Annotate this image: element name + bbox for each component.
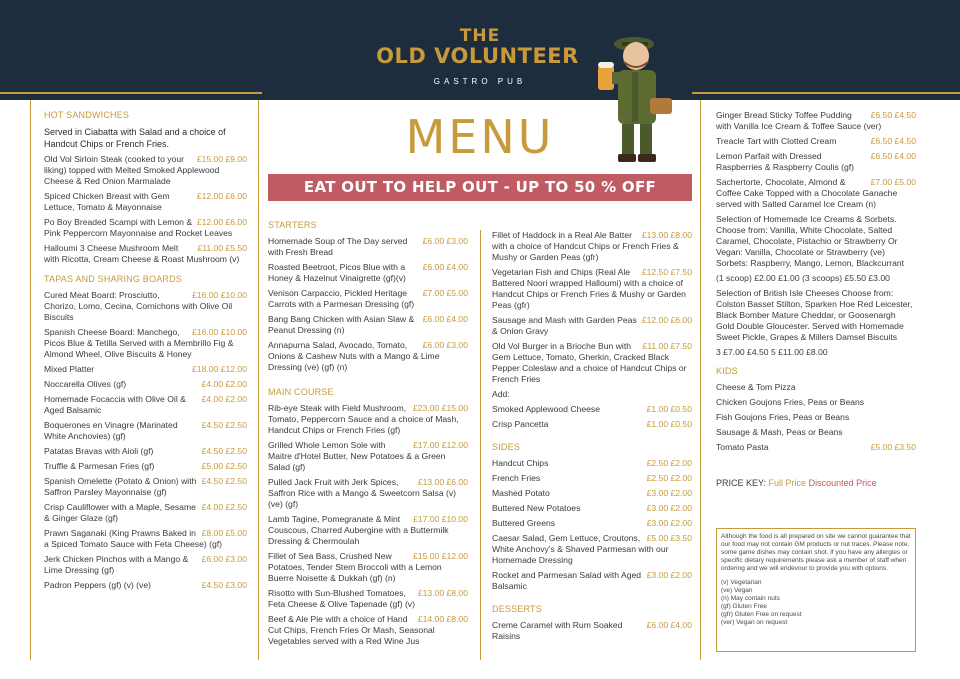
menu-item [492,230,692,263]
menu-item [716,397,916,408]
item-prices: £18.00 £12.00 [192,364,247,374]
menu-item [44,191,247,213]
item-prices: £4.50 £2.50 [201,446,247,456]
item-prices: £15.00 £12.00 [413,551,468,561]
menu-item [492,458,692,469]
item-name: Chicken Goujons Fries, Peas or Beans [716,397,865,407]
menu-item [268,514,468,547]
menu-item [44,528,247,550]
price-key [716,478,877,488]
menu-item [716,442,916,453]
item-prices: £1.00 £0.50 [646,404,692,414]
menu-item [44,364,247,375]
item-prices: £3.00 £2.00 [646,570,692,580]
item-prices: £5.00 £3.50 [646,533,692,543]
item-prices: £3.00 £2.00 [646,503,692,513]
item-prices: £4.50 £2.50 [201,420,247,430]
item-name: 3 £7.00 £4.50 5 £11.00 £8.00 [716,347,828,357]
item-name: Creme Caramel with Rum Soaked Raisins [492,620,623,641]
item-prices: £12.00 £6.00 [641,315,692,325]
item-name: Selection of Homemade Ice Creams & Sorbets. Choose from: Vanilla, White Chocolate, Salted Caramel, Chocolate, Pistachio or Strawberry Or Vegan: Vanilla, Chocolate or Strawberry (ve) Sorbets: Raspberry, Mango, Lemon, Blackcurrant [716,214,905,268]
menu-item [492,404,692,415]
item-prices: £4.00 £2.50 [201,502,247,512]
section-title-hot-sandwiches: HOT SANDWICHES [44,110,130,120]
item-prices: £8.00 £5.00 [201,528,247,538]
menu-title: MENU [405,110,555,164]
item-name: Po Boy Breaded Scampi with Lemon & Pink Peppercorn Mayonnaise and Rocket Leaves [44,217,233,238]
gold-rule-right [692,92,960,94]
item-prices: £12.00 £6.00 [196,191,247,201]
column-2 [268,220,468,651]
item-name: Noccarella Olives (gf) [44,379,127,389]
menu-item [268,477,468,510]
menu-item [268,440,468,473]
item-name: Crisp Cauliflower with a Maple, Sesame & Ginger Glaze (gf) [44,502,196,523]
dietary-code: (n) May contain nuts [721,595,780,602]
item-name: Mashed Potato [492,488,550,498]
item-name: Cured Meat Board: Prosciutto, Chorizo, Lomo, Cecina, Cornichons with Olive Oil Biscuits [44,290,233,322]
menu-item [716,288,916,343]
item-name: Lamb Tagine, Pomegranate & Mint Couscous, Charred Aubergine with a Buttermilk Dressing & Chermoulah [268,514,449,546]
item-prices: £17.00 £10.00 [413,514,468,524]
item-prices: £16.00 £10.00 [192,327,247,337]
menu-item [716,110,916,132]
item-name: Venison Carpaccio, Pickled Heritage Carrots with a Parmesan Dressing (gf) [268,288,415,309]
gold-rule-left [0,92,262,94]
menu-item [492,570,692,592]
item-name: Caesar Salad, Gem Lettuce, Croutons, White Anchovy's & Shaved Parmesan with our Homemade Dressing [492,533,669,565]
item-name: Sachertorte, Chocolate, Almond & Coffee Cake Topped with a Chocolate Ganache served with Salted Caramel Ice Cream (n) [716,177,898,209]
item-name: Old Vol Sirloin Steak (cooked to your liking) topped with Melted Smoked Applewood Cheese & Red Onion Marmalade [44,154,220,186]
menu-item [44,580,247,591]
item-name: Fillet of Haddock in a Real Ale Batter with a choice of Handcut Chips or French Fries & Mushy or Garden Peas (gfr) [492,230,679,262]
item-name: Rib-eye Steak with Field Mushroom, Tomato, Peppercorn Sauce and a choice of Mash, Handcut Chips or French Fries (gf) [268,403,459,435]
item-prices: £2.50 £2.00 [646,458,692,468]
item-prices: £5.00 £2.50 [201,461,247,471]
brand-the: THE [459,26,501,46]
dietary-code: (gf) Gluten Free [721,603,767,610]
menu-item [492,315,692,337]
add-label: Add: [492,389,510,399]
item-prices: £6.00 £3.00 [422,340,468,350]
item-prices: £1.00 £0.50 [646,419,692,429]
item-prices: £11.00 £5.50 [197,243,247,253]
item-name: Annapurna Salad, Avocado, Tomato, Onions & Cashew Nuts with a Mango & Lime Dressing (ve) (gf) (n) [268,340,440,372]
promo-banner: EAT OUT TO HELP OUT - UP TO 50 % OFF [268,174,692,201]
price-key-discounted: Discounted Price [808,478,877,488]
menu-item [492,419,692,430]
menu-item [492,267,692,311]
item-prices: £12.50 £7.50 [641,267,692,277]
item-prices: £6.50 £4.50 [870,110,916,120]
item-name: Rocket and Parmesan Salad with Aged Balsamic [492,570,642,591]
menu-item [44,394,247,416]
item-prices: £13.00 £8.00 [641,230,692,240]
menu-item [492,518,692,529]
allergy-notice [716,528,916,652]
menu-item [716,151,916,173]
column-4 [716,110,916,457]
item-prices: £2.50 £2.00 [646,473,692,483]
section-title-desserts: DESSERTS [492,604,542,614]
item-name: Treacle Tart with Clotted Cream [716,136,837,146]
section-title-main-course: MAIN COURSE [268,387,334,397]
item-name: Fish Goujons Fries, Peas or Beans [716,412,850,422]
item-prices: £13.00 £6.00 [417,477,468,487]
item-prices: £16.00 £10.00 [192,290,247,300]
menu-item [44,461,247,472]
item-prices: £12.00 £6.00 [196,217,247,227]
item-name: Bang Bang Chicken with Asian Slaw & Peanut Dressing (n) [268,314,415,335]
item-name: Truffle & Parmesan Fries (gf) [44,461,155,471]
menu-item [268,236,468,258]
item-name: Roasted Beetroot, Picos Blue with a Honey & Hazelnut Vinaigrette (gf)(v) [268,262,406,283]
menu-item [716,214,916,269]
menu-item [44,217,247,239]
menu-item [44,327,247,360]
item-name: Halloumi 3 Cheese Mushroom Melt with Ricotta, Cream Cheese & Roast Mushroom (v) [44,243,240,264]
item-name: Buttered Greens [492,518,556,528]
item-name: Homemade Soup of The Day served with Fresh Bread [268,236,408,257]
menu-item [492,503,692,514]
frame-left-inner [258,100,259,660]
item-prices: £4.00 £2.00 [201,379,247,389]
menu-item [716,382,916,393]
item-prices: £6.00 £4.00 [422,262,468,272]
menu-item [44,476,247,498]
item-prices: £15.00 £9.00 [196,154,247,164]
item-name: Crisp Pancetta [492,419,549,429]
item-name: Mixed Platter [44,364,95,374]
item-prices: £7.00 £5.00 [422,288,468,298]
dietary-codes [721,579,911,627]
item-prices: £3.00 £2.00 [646,518,692,528]
item-name: Fillet of Sea Bass, Crushed New Potatoes, Tender Stem Broccoli with a Lemon Buerre Noisette & Dukkah (gf) (n) [268,551,442,583]
menu-item [268,588,468,610]
menu-item [44,554,247,576]
item-prices: £4.50 £2.50 [201,476,247,486]
column-1 [44,110,247,595]
dietary-code: (v) Vegetarian [721,579,762,586]
menu-item [492,620,692,642]
item-name: Beef & Ale Pie with a choice of Hand Cut Chips, French Fries Or Mash, Seasonal Vegetables served with a Red Wine Jus [268,614,435,646]
item-name: French Fries [492,473,541,483]
item-prices: £7.00 £5.00 [870,177,916,187]
menu-item [716,427,916,438]
item-name: Sausage & Mash, Peas or Beans [716,427,843,437]
item-prices: £3.00 £2.00 [646,488,692,498]
item-prices: £6.00 £4.00 [422,314,468,324]
menu-item [268,403,468,436]
item-name: Sausage and Mash with Garden Peas & Onion Gravy [492,315,637,336]
item-prices: £13.00 £8.00 [417,588,468,598]
brand-name: OLD VOLUNTEER [376,44,579,68]
item-name: Jerk Chicken Pinchos with a Mango & Lime Dressing (gf) [44,554,189,575]
item-prices: £11.00 £7.50 [642,341,692,351]
item-name: Old Vol Burger in a Brioche Bun with Gem Lettuce, Tomato, Gherkin, Cracked Black Pepper Coleslaw and a choice of Handcut Chips or French Fries [492,341,687,384]
item-name: Spiced Chicken Breast with Gem Lettuce, Tomato & Mayonnaise [44,191,170,212]
item-name: Homemade Focaccia with Olive Oil & Aged Balsamic [44,394,186,415]
item-prices: £6.00 £3.00 [201,554,247,564]
item-prices: £6.50 £4.50 [870,136,916,146]
menu-item [492,488,692,499]
item-name: Grilled Whole Lemon Sole with Maitre d'Hotel Butter, New Potatoes & a Green Salad (gf) [268,440,446,472]
item-prices: £6.00 £3.00 [422,236,468,246]
dietary-code: (gfr) Gluten Free on request [721,611,802,618]
menu-item [268,288,468,310]
item-name: (1 scoop) £2.00 £1.00 (3 scoops) £5.50 £3.00 [716,273,890,283]
item-name: Vegetarian Fish and Chips (Real Ale Battered Noori wrapped Halloumi) with a choice of Handcut Chips or French Fries & Mushy or Garden Peas (gfr) [492,267,686,310]
item-prices: £5.00 £3.50 [870,442,916,452]
section-title-sides: SIDES [492,442,521,452]
dietary-code: (ver) Vegan on request [721,619,788,626]
menu-item [268,340,468,373]
item-name: Spanish Cheese Board: Manchego, Picos Blue & Tetilla Served with a Membrillo Fig & Almond Wheel, Olive Biscuits & Honey [44,327,234,359]
menu-item [44,290,247,323]
menu-item [44,379,247,390]
frame-right [700,100,701,660]
column-divider [480,230,481,660]
allergy-text: Although the food is all prepared on site we cannot guarantee that our food may not contain GM products or nut traces. Please note, some game dishes may contain shot. If you have any allergies or specific dietary requirements please ask a member of staff when ordering and we will endevour to provide you with options. [721,533,911,572]
item-name: Patatas Bravas with Aioli (gf) [44,446,154,456]
item-prices: £6.50 £4.00 [870,151,916,161]
item-name: Pulled Jack Fruit with Jerk Spices, Saffron Rice with a Mango & Sweetcorn Salsa (v) (ve) (gf) [268,477,457,509]
menu-item [716,273,916,284]
item-name: Buttered New Potatoes [492,503,581,513]
menu-item [44,446,247,457]
menu-item [716,136,916,147]
brand-subtitle: GASTRO PUB [433,77,527,86]
item-name: Cheese & Tom Pizza [716,382,796,392]
item-name: Selection of British Isle Cheeses Choose from: Colston Basset Stilton, Sparken Hoe Red Leicester, Black Bomber Mature Cheddar, or Goosenargh Gold Double Gloucester. Served with Homemade Sweet Pickle, Grapes & Millers Damsel Biscuits [716,288,913,342]
price-key-full: Full Price [768,478,807,488]
item-prices: £4.50 £3.00 [201,580,247,590]
item-name: Risotto with Sun-Blushed Tomatoes, Feta Cheese & Olive Tapenade (gf) (v) [268,588,415,609]
menu-item [44,420,247,442]
menu-item [716,412,916,423]
menu-item [492,473,692,484]
item-name: Spanish Omelette (Potato & Onion) with Saffron Parsley Mayonnaise (gf) [44,476,197,497]
item-name: Tomato Pasta [716,442,769,452]
item-name: Handcut Chips [492,458,549,468]
menu-item [44,154,247,187]
item-name: Boquerones en Vinagre (Marinated White Anchovies) (gf) [44,420,178,441]
item-prices: £23.00 £15.00 [413,403,468,413]
dietary-code: (ve) Vegan [721,587,753,594]
section-title-tapas: TAPAS AND SHARING BOARDS [44,274,182,284]
menu-item [716,177,916,210]
price-key-label: PRICE KEY: [716,478,767,488]
item-prices: £6.00 £4.00 [646,620,692,630]
menu-item [44,243,247,265]
menu-item [492,341,692,385]
item-name: Prawn Saganaki (King Prawns Baked in a Spiced Tomato Sauce with Feta Cheese) (gf) [44,528,223,549]
section-title-starters: STARTERS [268,220,317,230]
section-intro: Served in Ciabatta with Salad and a choice of Handcut Chips or French Fries. [44,127,226,149]
item-prices: £17.00 £12.00 [413,440,468,450]
item-prices: £4.00 £2.00 [201,394,247,404]
section-title-kids: KIDS [716,366,738,376]
menu-item [44,502,247,524]
menu-item [716,347,916,358]
menu-item [268,614,468,647]
item-name: Ginger Bread Sticky Toffee Pudding with Vanilla Ice Cream & Toffee Sauce (ver) [716,110,882,131]
menu-item [492,533,692,566]
menu-item [268,262,468,284]
item-name: Lemon Parfait with Dressed Raspberries & Raspberry Coulis (gf) [716,151,855,172]
menu-item [268,314,468,336]
item-name: Smoked Applewood Cheese [492,404,600,414]
item-name: Padron Peppers (gf) (v) (ve) [44,580,151,590]
item-prices: £14.00 £8.00 [417,614,468,624]
menu-item [268,551,468,584]
column-3 [492,230,692,646]
